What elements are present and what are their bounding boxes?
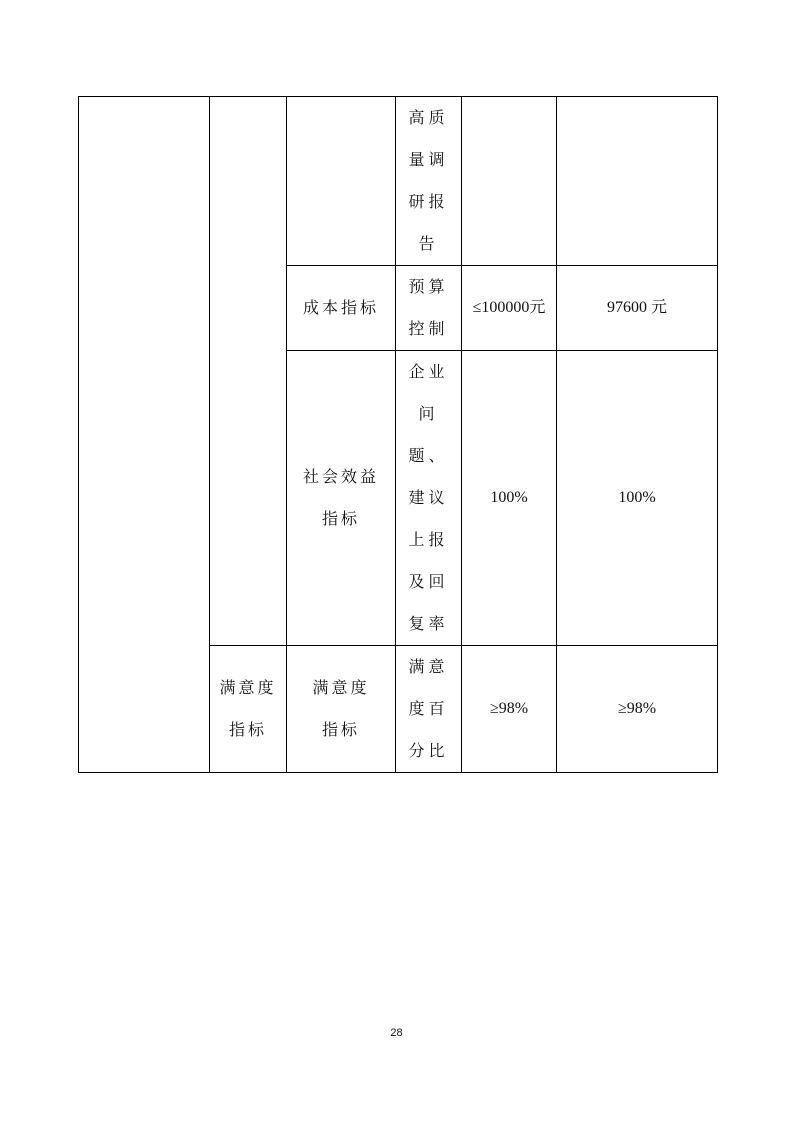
page-number: 28 [390, 1027, 403, 1039]
indicator-cell [396, 646, 462, 773]
sub-indicator-text: 社会效益指标 [302, 467, 379, 528]
indicator-text: 满意度百分比 [408, 657, 449, 760]
category-cell [210, 646, 287, 773]
indicator-cell [396, 97, 462, 266]
level2-cell-empty [210, 97, 287, 646]
sub-indicator-cell [287, 351, 396, 646]
sub-indicator-text: 满意度指标 [312, 678, 370, 739]
indicator-text: 高质量调研报告 [408, 108, 449, 253]
target-value: ≥98% [489, 700, 529, 717]
indicator-text: 预算控制 [408, 277, 449, 338]
level1-cell-empty [79, 97, 210, 773]
actual-cell [557, 646, 718, 773]
sub-indicator-text: 成本指标 [302, 298, 379, 317]
target-value: ≤100000元 [472, 299, 546, 316]
actual-cell [557, 351, 718, 646]
sub-indicator-cell [287, 646, 396, 773]
category-text: 满意度指标 [219, 678, 277, 739]
performance-table [78, 96, 718, 773]
table-row [79, 97, 718, 266]
actual-value: ≥98% [617, 700, 657, 717]
indicator-cell [396, 266, 462, 351]
target-cell [462, 97, 557, 266]
actual-value: 97600 元 [606, 299, 667, 316]
indicator-text: 企业问题、建议上报及回复率 [408, 362, 449, 633]
sub-indicator-cell [287, 266, 396, 351]
indicator-cell [396, 351, 462, 646]
target-cell [462, 266, 557, 351]
target-value: 100% [490, 489, 528, 506]
sub-indicator-cell [287, 97, 396, 266]
target-cell [462, 351, 557, 646]
actual-cell [557, 266, 718, 351]
actual-cell [557, 97, 718, 266]
actual-value: 100% [618, 489, 656, 506]
target-cell [462, 646, 557, 773]
